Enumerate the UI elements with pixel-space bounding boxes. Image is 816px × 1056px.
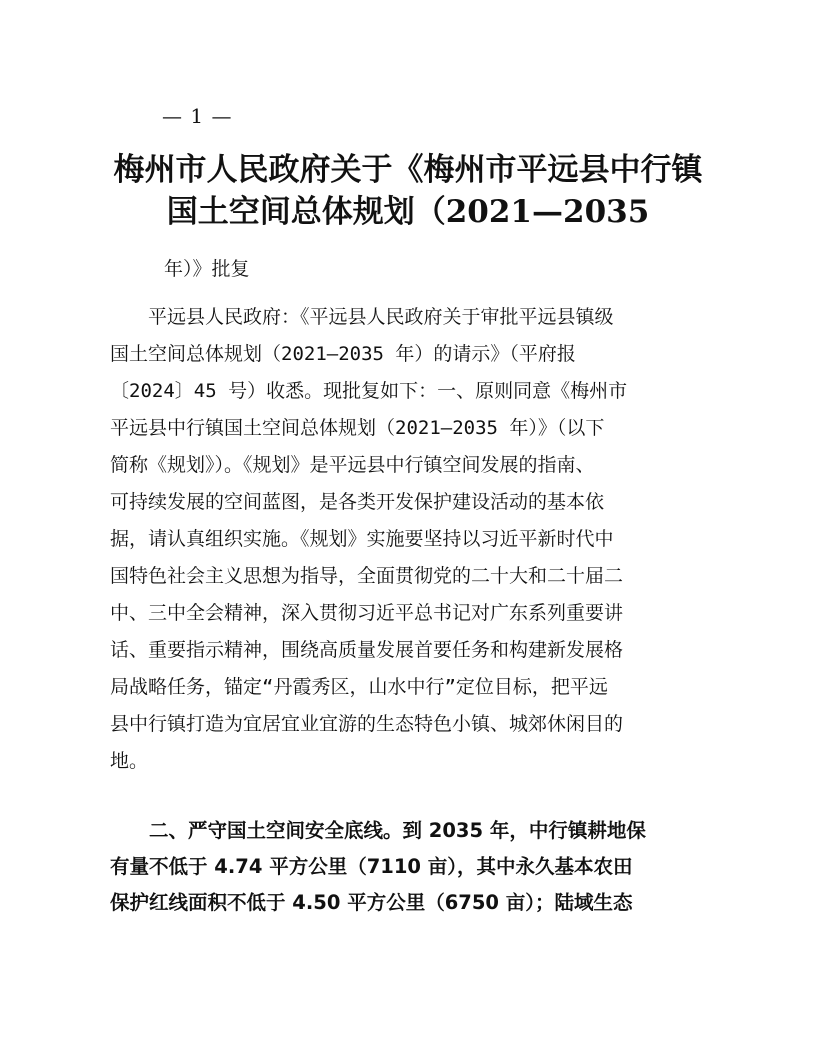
paragraph-line: 局战略任务，锚定“丹霞秀区，山水中行”定位目标，把平远 — [110, 676, 608, 698]
paragraph-line: 国土空间总体规划（2021—2035 年）的请示》（平府报 — [110, 343, 576, 365]
paragraph-line: 简称《规划》）。《规划》是平远县中行镇空间发展的指南、 — [110, 454, 595, 476]
paragraph-line: 据，请认真组织实施。《规划》实施要坚持以习近平新时代中 — [110, 528, 614, 550]
paragraph-line: 国特色社会主义思想为指导，全面贯彻党的二十大和二十届二 — [110, 565, 624, 587]
bold-paragraph-line: 二、严守国土空间安全底线。到 2035 年，中行镇耕地保 — [110, 819, 646, 842]
document-title-line-1: 梅州市人民政府关于《梅州市平远县中行镇 — [113, 152, 703, 188]
paragraph-line: 县中行镇打造为宜居宜业宜游的生态特色小镇、城郊休闲目的 — [110, 713, 624, 735]
paragraph-line: 地。 — [110, 750, 149, 772]
document-title-line-2: 国土空间总体规划（2021—2035 — [166, 194, 650, 230]
paragraph-line: 话、重要指示精神，围绕高质量发展首要任务和构建新发展格 — [110, 639, 624, 661]
document-title-continuation: 年）》批复 — [164, 258, 250, 280]
paragraph-line: 〔2024〕45 号）收悉。现批复如下：一、原则同意《梅州市 — [110, 380, 628, 402]
paragraph-line: 可持续发展的空间蓝图，是各类开发保护建设活动的基本依 — [110, 491, 605, 513]
bold-paragraph-line: 保护红线面积不低于 4.50 平方公里（6750 亩）；陆域生态 — [110, 891, 633, 914]
paragraph-line: 平远县中行镇国土空间总体规划（2021—2035 年）》（以下 — [110, 417, 605, 439]
paragraph-line: 中、三中全会精神，深入贯彻习近平总书记对广东系列重要讲 — [110, 602, 624, 624]
page-number: — 1 — — [162, 104, 233, 128]
bold-paragraph-line: 有量不低于 4.74 平方公里（7110 亩），其中永久基本农田 — [110, 855, 633, 878]
paragraph-line: 平远县人民政府：《平远县人民政府关于审批平远县镇级 — [110, 306, 614, 328]
